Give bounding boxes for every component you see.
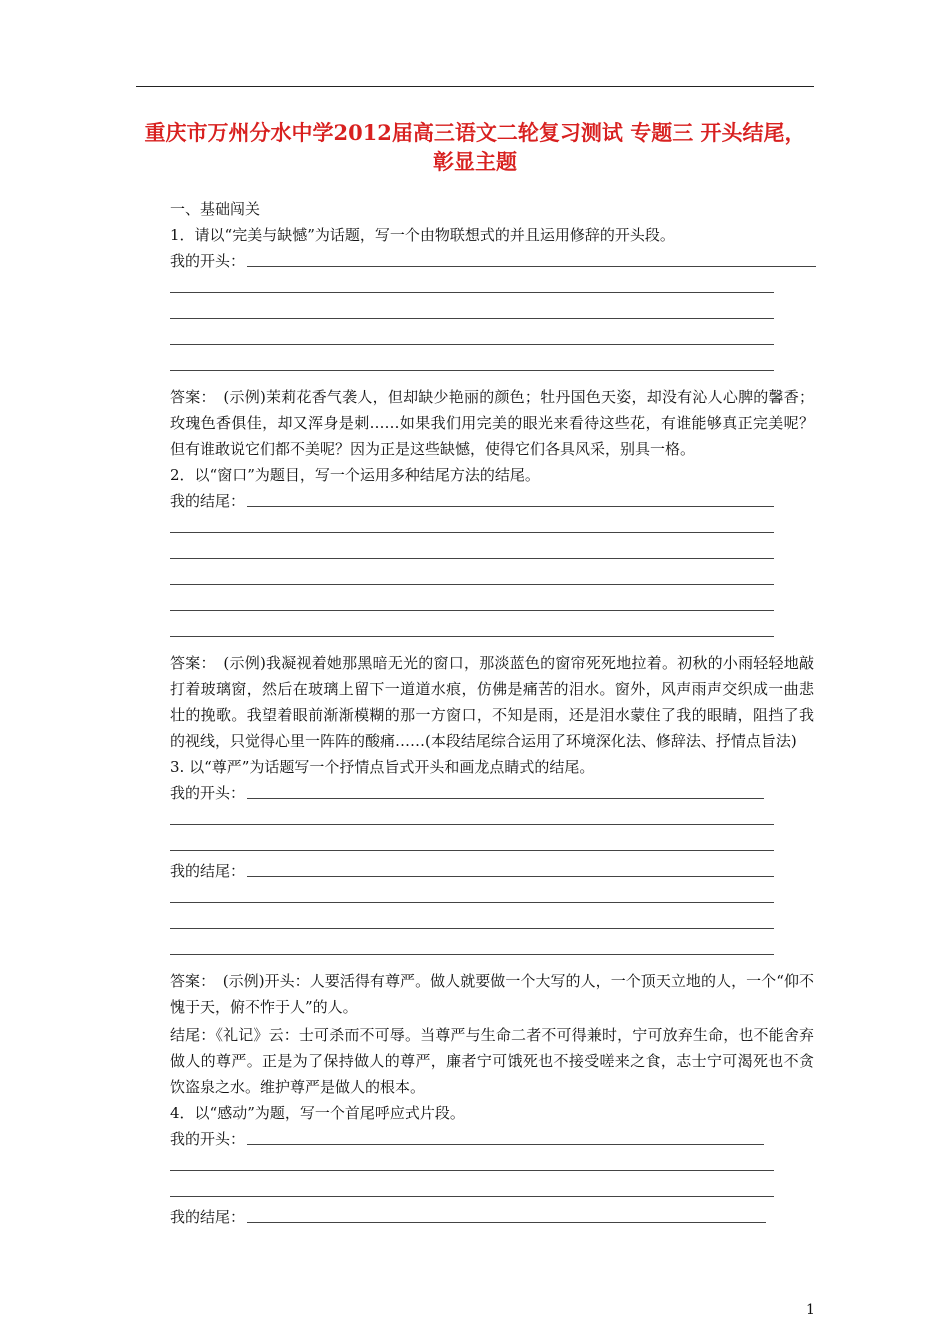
q2-blank-line[interactable]: [170, 618, 816, 644]
q4-open-label: 我的开头：: [170, 1130, 246, 1148]
q1-blank-line[interactable]: [170, 300, 816, 326]
q2-blank-line[interactable]: [170, 514, 816, 540]
q4-close-line[interactable]: [170, 1204, 816, 1230]
q3-close-line[interactable]: [170, 858, 816, 884]
document-body: [170, 196, 816, 1230]
question-1: 1．请以“完美与缺憾”为话题，写一个由物联想式的并且运用修辞的开头段。: [170, 226, 675, 244]
q2-blank[interactable]: [247, 506, 774, 507]
q3-blank-line[interactable]: [170, 884, 816, 910]
q4-close-label: 我的结尾：: [170, 1208, 246, 1226]
q1-blank-line[interactable]: [170, 326, 816, 352]
document-title: 重庆市万州分水中学2012届高三语文二轮复习测试 专题三 开头结尾，彰显主题: [144, 120, 806, 174]
q2-blank-line[interactable]: [170, 592, 816, 618]
q3-open-label: 我的开头：: [170, 784, 246, 802]
q4-blank-line[interactable]: [170, 1178, 816, 1204]
q2-label: 我的结尾：: [170, 492, 246, 510]
q4-open-blank[interactable]: [247, 1144, 764, 1145]
question-3: 3. 以“尊严”为话题写一个抒情点旨式开头和画龙点睛式的结尾。: [170, 758, 595, 776]
header-rule: [136, 86, 814, 87]
q3-close-label: 我的结尾：: [170, 862, 246, 880]
q3-open-blank[interactable]: [247, 798, 764, 799]
q4-close-blank[interactable]: [247, 1222, 766, 1223]
question-2: 2．以“窗口”为题目，写一个运用多种结尾方法的结尾。: [170, 466, 540, 484]
q2-blank-line[interactable]: [170, 566, 816, 592]
q4-open-line[interactable]: [170, 1126, 816, 1152]
q1-blank-line[interactable]: [170, 352, 816, 378]
page-number: 1: [806, 1302, 815, 1318]
q2-blank-line[interactable]: [170, 540, 816, 566]
q1-blank[interactable]: [247, 266, 816, 267]
q1-answer-line[interactable]: [170, 248, 816, 274]
q2-answer-line[interactable]: [170, 488, 816, 514]
q3-answer-open: 答案： (示例)开头：人要活得有尊严。做人就要做一个大写的人，一个顶天立地的人，一个“仰不愧于天，俯不怍于人”的人。: [170, 972, 814, 1016]
q2-answer: 答案： (示例)我凝视着她那黑暗无光的窗口，那淡蓝色的窗帘死死地拉着。初秋的小雨轻轻地敲打着玻璃窗，然后在玻璃上留下一道道水痕，仿佛是痛苦的泪水。窗外，风声雨声交织成一曲悲壮的挽歌。我望着眼前渐渐模糊的那一方窗口，不知是雨，还是泪水蒙住了我的眼睛，阻挡了我的视线，只觉得心里一阵阵的酸痛……(本段结尾综合运用了环境深化法、修辞法、抒情点旨法): [170, 654, 814, 750]
section-heading: 一、基础闯关: [170, 200, 261, 218]
q3-open-line[interactable]: [170, 780, 816, 806]
q3-answer-close: 结尾：《礼记》云：士可杀而不可辱。当尊严与生命二者不可得兼时，宁可放弃生命，也不能舍弃做人的尊严。正是为了保持做人的尊严，廉者宁可饿死也不接受嗟来之食，志士宁可渴死也不贪饮盗泉之水。维护尊严是做人的根本。: [170, 1026, 814, 1096]
q3-blank-line[interactable]: [170, 806, 816, 832]
q3-blank-line[interactable]: [170, 936, 816, 962]
q3-blank-line[interactable]: [170, 832, 816, 858]
q3-close-blank[interactable]: [247, 876, 774, 877]
q4-blank-line[interactable]: [170, 1152, 816, 1178]
q1-label: 我的开头：: [170, 252, 246, 270]
q1-blank-line[interactable]: [170, 274, 816, 300]
q3-blank-line[interactable]: [170, 910, 816, 936]
question-4: 4．以“感动”为题，写一个首尾呼应式片段。: [170, 1104, 465, 1122]
q1-answer: 答案： (示例)茉莉花香气袭人，但却缺少艳丽的颜色；牡丹国色天姿，却没有沁人心脾的馨香；玫瑰色香俱佳，却又浑身是刺……如果我们用完美的眼光来看待这些花，有谁能够真正完美呢？但有谁敢说它们都不美呢？因为正是这些缺憾，使得它们各具风采，别具一格。: [170, 388, 814, 458]
